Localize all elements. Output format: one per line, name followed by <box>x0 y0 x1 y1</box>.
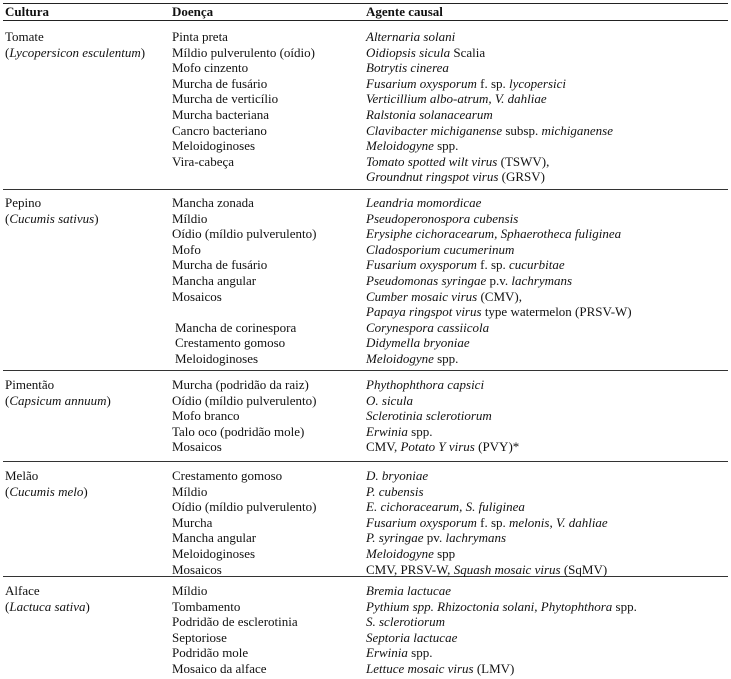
crop-name: Tomate <box>5 29 44 44</box>
disease-cell: Mancha de corinespora <box>175 319 297 335</box>
agent-scientific-segment: Tomato spotted wilt virus <box>366 153 498 169</box>
agent-text-segment: (GRSV) <box>498 169 546 185</box>
agent-scientific-segment: Fusarium oxysporum <box>366 257 477 273</box>
disease-cell: Meloidoginoses <box>172 546 256 561</box>
agent-cell <box>366 154 549 170</box>
agent-scientific-segment: D. bryoniae <box>366 468 429 483</box>
agent-cell <box>366 273 572 289</box>
agent-scientific-segment: Lettuce mosaic virus <box>366 661 474 676</box>
disease-cell: Murcha de fusário <box>172 75 268 91</box>
agent-scientific-segment: Erwinia <box>366 645 408 661</box>
agent-cell <box>366 645 432 661</box>
agent-cell <box>366 45 485 61</box>
disease-cell: Míldio pulverulento (oídio) <box>172 44 315 60</box>
header-crop: Cultura <box>5 4 50 19</box>
disease-cell: Talo oco (podridão mole) <box>172 423 305 439</box>
agent-cell <box>366 123 613 139</box>
disease-cell: Crestamento gomoso <box>172 468 283 483</box>
disease-cell: Vira-cabeça <box>172 153 234 169</box>
agent-scientific-segment: Fusarium oxysporum <box>366 514 477 530</box>
agent-cell <box>366 439 519 455</box>
agent-scientific-segment: Botrytis cinerea <box>366 60 449 76</box>
agent-text-segment: Scalia <box>450 44 486 60</box>
disease-cell: Mosaico da alface <box>172 661 267 676</box>
agent-scientific-segment: Bremia lactucae <box>366 583 452 598</box>
agent-scientific-segment: O. sicula <box>366 392 413 408</box>
agent-text-segment: f. sp. <box>476 75 509 91</box>
disease-cell: Mosaicos <box>172 439 222 455</box>
agent-scientific-segment: E. cichoracearum, S. fuliginea <box>366 499 525 515</box>
agent-text-segment: spp. <box>433 138 459 154</box>
crop-scientific-name: (Capsicum annuum) <box>5 392 111 408</box>
agent-text-segment: (CMV), <box>477 288 522 304</box>
crop-scientific-name: (Lactuca sativa) <box>5 598 90 614</box>
agent-text-segment: spp <box>433 546 456 561</box>
disease-cell: Mancha zonada <box>172 195 254 210</box>
agent-cell <box>366 661 514 677</box>
agent-scientific-segment: Fusarium oxysporum <box>366 75 477 91</box>
disease-cell: Oídio (míldio pulverulento) <box>172 499 317 515</box>
agent-scientific-segment: Meloidogyne <box>366 138 434 154</box>
agent-scientific-segment: Groundnut ringspot virus <box>366 169 499 185</box>
agent-cell <box>366 91 547 107</box>
agent-cell <box>366 257 565 273</box>
disease-cell: Murcha <box>172 514 213 530</box>
agent-scientific-segment: melonis, V. dahliae <box>509 514 608 530</box>
agent-text-segment: spp. <box>612 598 637 614</box>
agent-scientific-segment: Corynespora cassiicola <box>366 319 490 335</box>
agent-text-segment: spp. <box>433 351 459 366</box>
agent-scientific-segment: Verticillium albo-atrum, V. dahliae <box>366 91 547 107</box>
agent-text-segment: (SqMV) <box>560 561 608 577</box>
agent-cell <box>366 515 608 531</box>
agent-text-segment: p.v. <box>486 273 512 288</box>
agent-text-segment: spp. <box>407 645 433 661</box>
agent-cell <box>366 614 445 630</box>
agent-scientific-segment: cucurbitae <box>509 257 565 273</box>
agent-cell <box>366 195 481 211</box>
disease-cell: Murcha de fusário <box>172 257 268 273</box>
disease-cell: Murcha (podridão da raiz) <box>172 377 309 392</box>
agent-cell <box>366 599 637 615</box>
agent-text-segment: subsp. <box>502 122 542 138</box>
agent-scientific-segment: Papaya ringspot virus <box>366 304 482 320</box>
disease-cell: Oídio (míldio pulverulento) <box>172 392 317 408</box>
agent-cell <box>366 408 492 424</box>
disease-cell: Mofo branco <box>172 408 240 424</box>
agent-cell <box>366 562 607 578</box>
agent-scientific-segment: Septoria lactucae <box>366 629 458 645</box>
disease-cell: Podridão de esclerotinia <box>172 614 298 630</box>
agent-scientific-segment: lycopersici <box>509 75 567 91</box>
header-disease: Doença <box>172 4 214 19</box>
agent-scientific-segment: Pythium spp. Rhizoctonia solani, Phytophthora <box>366 598 613 614</box>
agent-cell <box>366 289 522 305</box>
disease-cell: Mosaicos <box>172 288 222 304</box>
disease-cell: Mancha angular <box>172 273 257 288</box>
disease-cell: Meloidoginoses <box>172 138 256 154</box>
agent-cell <box>366 169 545 185</box>
crop-name: Melão <box>5 468 39 483</box>
agent-text-segment: (TSWV), <box>497 153 550 169</box>
agent-scientific-segment: Erwinia <box>366 423 408 439</box>
disease-cell: Mosaicos <box>172 561 222 577</box>
agent-scientific-segment: Squash mosaic virus <box>453 561 561 577</box>
agent-cell <box>366 138 458 154</box>
agent-cell <box>366 499 525 515</box>
agent-cell <box>366 304 632 320</box>
crop-name: Pimentão <box>5 377 55 392</box>
agent-scientific-segment: Pseudoperonospora cubensis <box>366 210 519 226</box>
agent-scientific-segment: Cladosporium cucumerinum <box>366 241 515 257</box>
agent-scientific-segment: lachrymans <box>511 273 573 288</box>
agent-scientific-segment: lachrymans <box>445 530 507 546</box>
agent-cell <box>366 583 451 599</box>
crop-name: Alface <box>5 583 40 598</box>
header-rule <box>3 20 728 21</box>
disease-cell: Pinta preta <box>172 29 228 44</box>
agent-cell <box>366 393 413 409</box>
agent-scientific-segment: Pseudomonas syringae <box>366 273 487 288</box>
disease-cell: Tombamento <box>172 598 241 614</box>
agent-text-segment: (PVY)* <box>474 439 520 455</box>
disease-cell: Míldio <box>172 583 208 598</box>
agent-cell <box>366 630 457 646</box>
crop-scientific-name: (Cucumis melo) <box>5 483 88 499</box>
agent-text-segment: spp. <box>407 423 433 439</box>
crop-scientific-name: (Cucumis sativus) <box>5 210 99 226</box>
agent-text-segment: f. sp. <box>476 257 509 273</box>
agent-cell <box>366 351 458 367</box>
agent-text-segment: f. sp. <box>476 514 509 530</box>
agent-cell <box>366 468 428 484</box>
agent-scientific-segment: P. syringae <box>366 530 424 546</box>
disease-cell: Murcha bacteriana <box>172 107 270 122</box>
agent-cell <box>366 335 470 351</box>
disease-cell: Míldio <box>172 483 208 499</box>
agent-cell <box>366 320 489 336</box>
agent-cell <box>366 211 518 227</box>
agent-text-segment: (LMV) <box>473 661 515 676</box>
agent-text-segment: CMV, PRSV-W, <box>366 561 454 577</box>
crop-name: Pepino <box>5 195 42 210</box>
agent-scientific-segment: Clavibacter michiganense <box>366 122 503 138</box>
agent-scientific-segment: Ralstonia solanacearum <box>366 107 493 122</box>
disease-cell: Míldio <box>172 210 208 226</box>
agent-scientific-segment: Potato Y virus <box>400 439 475 455</box>
disease-cell: Mofo cinzento <box>172 60 249 76</box>
agent-scientific-segment: Erysiphe cichoracearum, Sphaerotheca fuliginea <box>366 226 622 242</box>
agent-text-segment: pv. <box>423 530 446 546</box>
agent-scientific-segment: Sclerotinia sclerotiorum <box>366 408 492 424</box>
disease-cell: Mancha angular <box>172 530 257 546</box>
agent-scientific-segment: Leandria momordicae <box>366 195 482 210</box>
agent-cell <box>366 107 493 123</box>
agent-cell <box>366 530 506 546</box>
agent-scientific-segment: Meloidogyne <box>366 546 434 561</box>
group-separator-rule <box>3 370 728 371</box>
agent-cell <box>366 76 566 92</box>
agent-text-segment: CMV, <box>366 439 401 455</box>
agent-scientific-segment: Cumber mosaic virus <box>366 288 478 304</box>
disease-cell: Oídio (míldio pulverulento) <box>172 226 317 242</box>
agent-cell <box>366 377 484 393</box>
header-agent: Agente causal <box>366 4 443 19</box>
agent-cell <box>366 546 455 562</box>
agent-scientific-segment: Phythophthora capsici <box>366 377 485 392</box>
disease-cell: Septoriose <box>172 629 227 645</box>
agent-scientific-segment: michiganense <box>541 122 613 138</box>
agent-cell <box>366 60 449 76</box>
group-separator-rule <box>3 461 728 462</box>
agent-scientific-segment: Oidiopsis sicula <box>366 44 451 60</box>
disease-cell: Podridão mole <box>172 645 249 661</box>
crop-scientific-name: (Lycopersicon esculentum) <box>5 44 146 60</box>
group-separator-rule <box>3 189 728 190</box>
agent-scientific-segment: Meloidogyne <box>366 351 434 366</box>
agent-cell <box>366 484 424 500</box>
disease-cell: Meloidoginoses <box>175 351 259 366</box>
agent-scientific-segment: Alternaria solani <box>366 29 456 44</box>
agent-scientific-segment: Didymella bryoniae <box>366 335 470 351</box>
agent-scientific-segment: P. cubensis <box>366 483 424 499</box>
disease-cell: Mofo <box>172 241 201 257</box>
disease-cell: Cancro bacteriano <box>172 122 267 138</box>
disease-cell: Crestamento gomoso <box>175 335 286 351</box>
agent-text-segment: type watermelon (PRSV-W) <box>481 304 632 320</box>
agent-cell <box>366 424 432 440</box>
agent-cell <box>366 242 514 258</box>
agent-cell <box>366 29 455 45</box>
agent-cell <box>366 226 621 242</box>
disease-cell: Murcha de verticílio <box>172 91 279 107</box>
agent-scientific-segment: S. sclerotiorum <box>366 614 445 630</box>
